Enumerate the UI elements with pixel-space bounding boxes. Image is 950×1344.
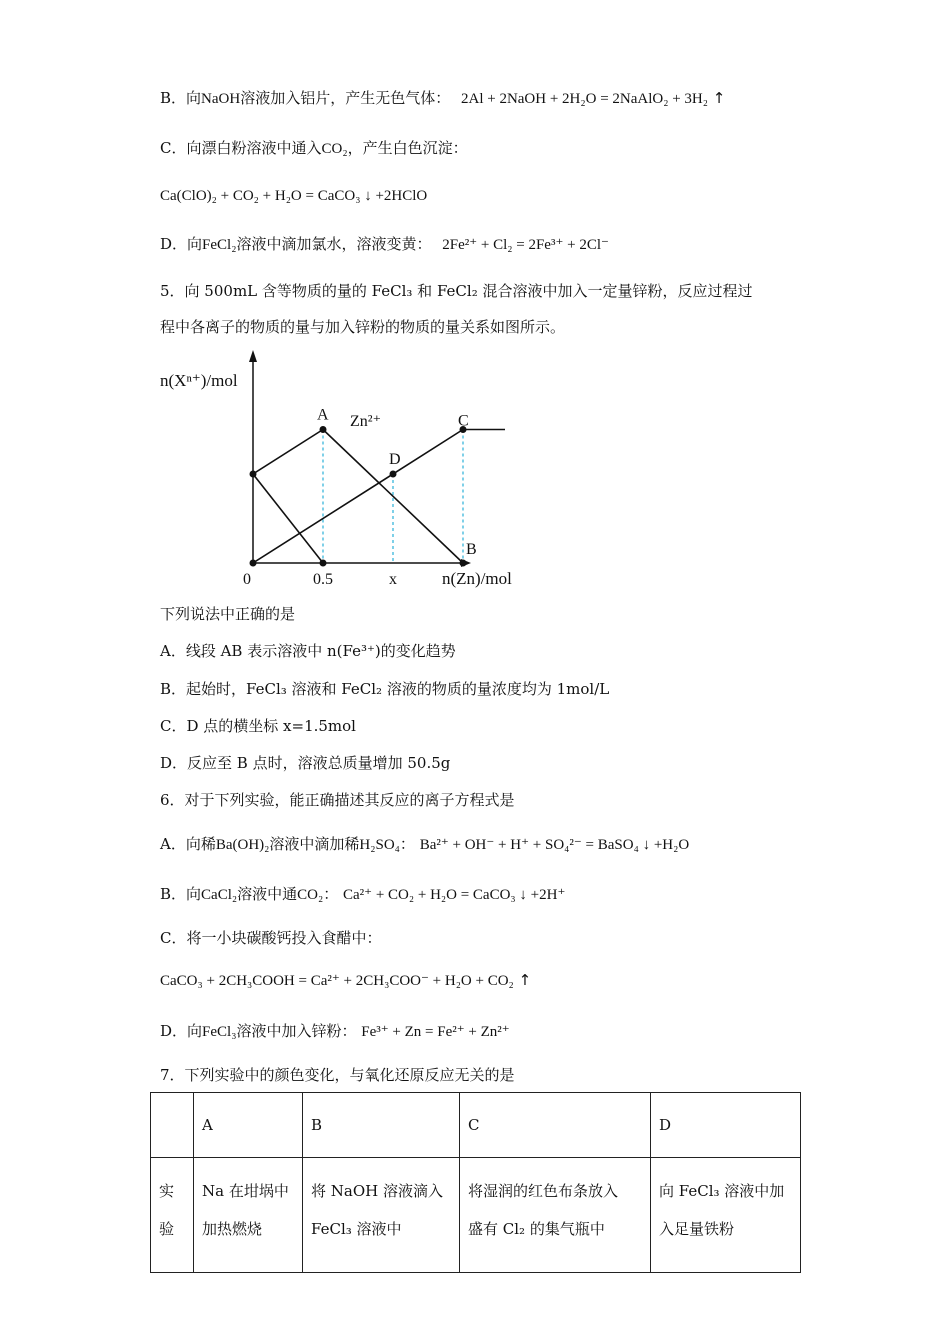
q4-optD-equation: 2Fe²⁺ + Cl₂ = 2Fe³⁺ + 2Cl⁻: [442, 237, 609, 253]
table-header-c: C: [460, 1093, 651, 1158]
q6-optA-h2so4: H₂SO₄: [359, 837, 400, 853]
q4-optC-equation: Ca(ClO)₂ + CO₂ + H₂O = CaCO₃ ↓ +2HClO: [160, 188, 428, 204]
table-header-a: A: [194, 1093, 303, 1158]
q6-optC-line1: C．将一小块碳酸钙投入食醋中：: [160, 929, 382, 947]
q6-optB-colon: ：: [323, 885, 339, 903]
q6-optC-equation: CaCO₃ + 2CH₃COOH = Ca²⁺ + 2CH₃COO⁻ + H₂O + CO₂: [160, 973, 514, 989]
q4-optC-suffix: ，产生白色沉淀：: [347, 139, 468, 157]
q6-optD-prefix: D．向: [160, 1022, 203, 1040]
point-marker-2: [390, 471, 397, 478]
cell-b: [303, 1158, 460, 1273]
q7-stem: 7．下列实验中的颜色变化，与氧化还原反应无关的是: [160, 1066, 515, 1084]
point-marker-5: [320, 560, 327, 567]
zinc-reaction-chart: [150, 340, 570, 600]
q5-option-d: D．反应至 B 点时，溶液总质量增加 50.5g: [160, 754, 451, 772]
q4-optC-prefix: C．向漂白粉溶液中通入: [160, 139, 322, 157]
q4-option-c: [160, 138, 468, 159]
point-label-B: B: [466, 541, 477, 558]
q4-optB-text: 溶液加入铝片，产生无色气体：: [240, 89, 451, 107]
q5-prompt: 下列说法中正确的是: [160, 605, 296, 623]
x-tick-0.5: 0.5: [313, 571, 333, 588]
q4-optD-text: 溶液中滴加氯水，溶液变黄：: [236, 235, 432, 253]
cell-b-line1: 将 NaOH 溶液滴入: [311, 1182, 443, 1200]
series-segment-start-to-0.5: [253, 474, 323, 563]
series-segment-start-to-A: [253, 430, 323, 475]
point-marker-0: [250, 471, 257, 478]
cell-d: [651, 1158, 801, 1273]
point-marker-6: [250, 560, 257, 567]
row-label-1: 实: [159, 1182, 175, 1200]
q6-optD-equation: Fe³⁺ + Zn = Fe²⁺ + Zn²⁺: [361, 1024, 510, 1040]
q6-optB-co2: CO₂: [297, 887, 324, 903]
q4-option-d: [160, 234, 609, 255]
q6-optB-prefix: B．向: [160, 885, 202, 903]
q6-option-b: [160, 884, 565, 905]
q6-option-c-eq: [160, 970, 531, 991]
cell-d-line1: 向 FeCl₃ 溶液中加: [659, 1182, 785, 1200]
q6-option-a: [160, 834, 689, 855]
q6-optB-cacl2: CaCl₂: [201, 887, 238, 903]
q6-optD-fecl3: FeCl₃: [202, 1024, 237, 1040]
cell-c-line1: 将湿润的红色布条放入: [468, 1182, 619, 1200]
q5-option-b: B．起始时，FeCl₃ 溶液和 FeCl₂ 溶液的物质的量浓度均为 1mol/L: [160, 680, 610, 698]
q4-optD-fecl2: FeCl₂: [202, 237, 237, 253]
cell-a: [194, 1158, 303, 1273]
q7-options-table: [150, 1092, 801, 1273]
q4-optC-co2: CO₂: [321, 141, 348, 157]
cell-c: [460, 1158, 651, 1273]
q6-stem: 6．对于下列实验，能正确描述其反应的离子方程式是: [160, 791, 515, 809]
table-row: [151, 1158, 801, 1273]
q6-optA-prefix: A．向稀: [160, 835, 216, 853]
y-axis-arrow-icon: [249, 350, 257, 362]
y-axis-label: n(Xⁿ⁺)/mol: [160, 371, 238, 390]
q4-optB-naoh: NaOH: [201, 91, 241, 107]
q5-stem-line1: 5．向 500mL 含等物质的量的 FeCl₃ 和 FeCl₂ 混合溶液中加入一定量锌粉，反应过程过: [160, 282, 753, 300]
cell-a-line2: 加热燃烧: [202, 1220, 263, 1238]
point-label-D: D: [389, 451, 401, 468]
q6-optB-equation: Ca²⁺ + CO₂ + H₂O = CaCO₃ ↓ +2H⁺: [343, 887, 566, 903]
q4-optB-equation: 2Al + 2NaOH + 2H₂O = 2NaAlO₂ + 3H₂: [460, 91, 708, 107]
gas-up-arrow-icon: ↑: [513, 971, 532, 989]
table-header-empty: [151, 1093, 194, 1158]
q4-optB-prefix: B．向: [160, 89, 202, 107]
x-tick-x: x: [389, 571, 397, 588]
cell-d-line2: 入足量铁粉: [659, 1220, 735, 1238]
row-label-cell: [151, 1158, 194, 1273]
table-header-row: [151, 1093, 801, 1158]
point-marker-4: [460, 560, 467, 567]
q6-optA-mid: 溶液中滴加稀: [269, 835, 360, 853]
table-header-b: B: [303, 1093, 460, 1158]
x-axis-label: n(Zn)/mol: [442, 569, 512, 588]
point-label-A: A: [317, 406, 329, 424]
gas-up-arrow-icon: ↑: [708, 89, 726, 107]
q5-option-c: C．D 点的横坐标 x=1.5mol: [160, 717, 356, 735]
origin-label: 0: [243, 571, 251, 588]
q6-optA-baoh2: Ba(OH)₂: [215, 837, 270, 853]
q6-optA-colon: ：: [399, 835, 415, 853]
point-marker-1: [320, 426, 327, 433]
row-label-2: 验: [159, 1220, 175, 1238]
q4-optD-prefix: D．向: [160, 235, 203, 253]
q6-optB-mid: 溶液中通: [237, 885, 298, 903]
cell-b-line2: FeCl₃ 溶液中: [311, 1220, 402, 1238]
q4-option-b: [160, 88, 725, 109]
q5-option-a: A．线段 AB 表示溶液中 n(Fe³⁺)的变化趋势: [160, 642, 456, 660]
point-label-C: C: [458, 412, 469, 430]
cell-a-line1: Na 在坩埚中: [202, 1182, 289, 1200]
q6-option-d: [160, 1021, 510, 1042]
series-label-zn2plus: Zn²⁺: [350, 413, 382, 430]
q6-optA-equation: Ba²⁺ + OH⁻ + H⁺ + SO₄²⁻ = BaSO₄ ↓ +H₂O: [419, 837, 690, 853]
cell-c-line2: 盛有 Cl₂ 的集气瓶中: [468, 1220, 605, 1238]
table-header-d: D: [651, 1093, 801, 1158]
q5-stem-line2: 程中各离子的物质的量与加入锌粉的物质的量关系如图所示。: [160, 318, 566, 336]
q6-optD-text: 溶液中加入锌粉：: [236, 1022, 357, 1040]
